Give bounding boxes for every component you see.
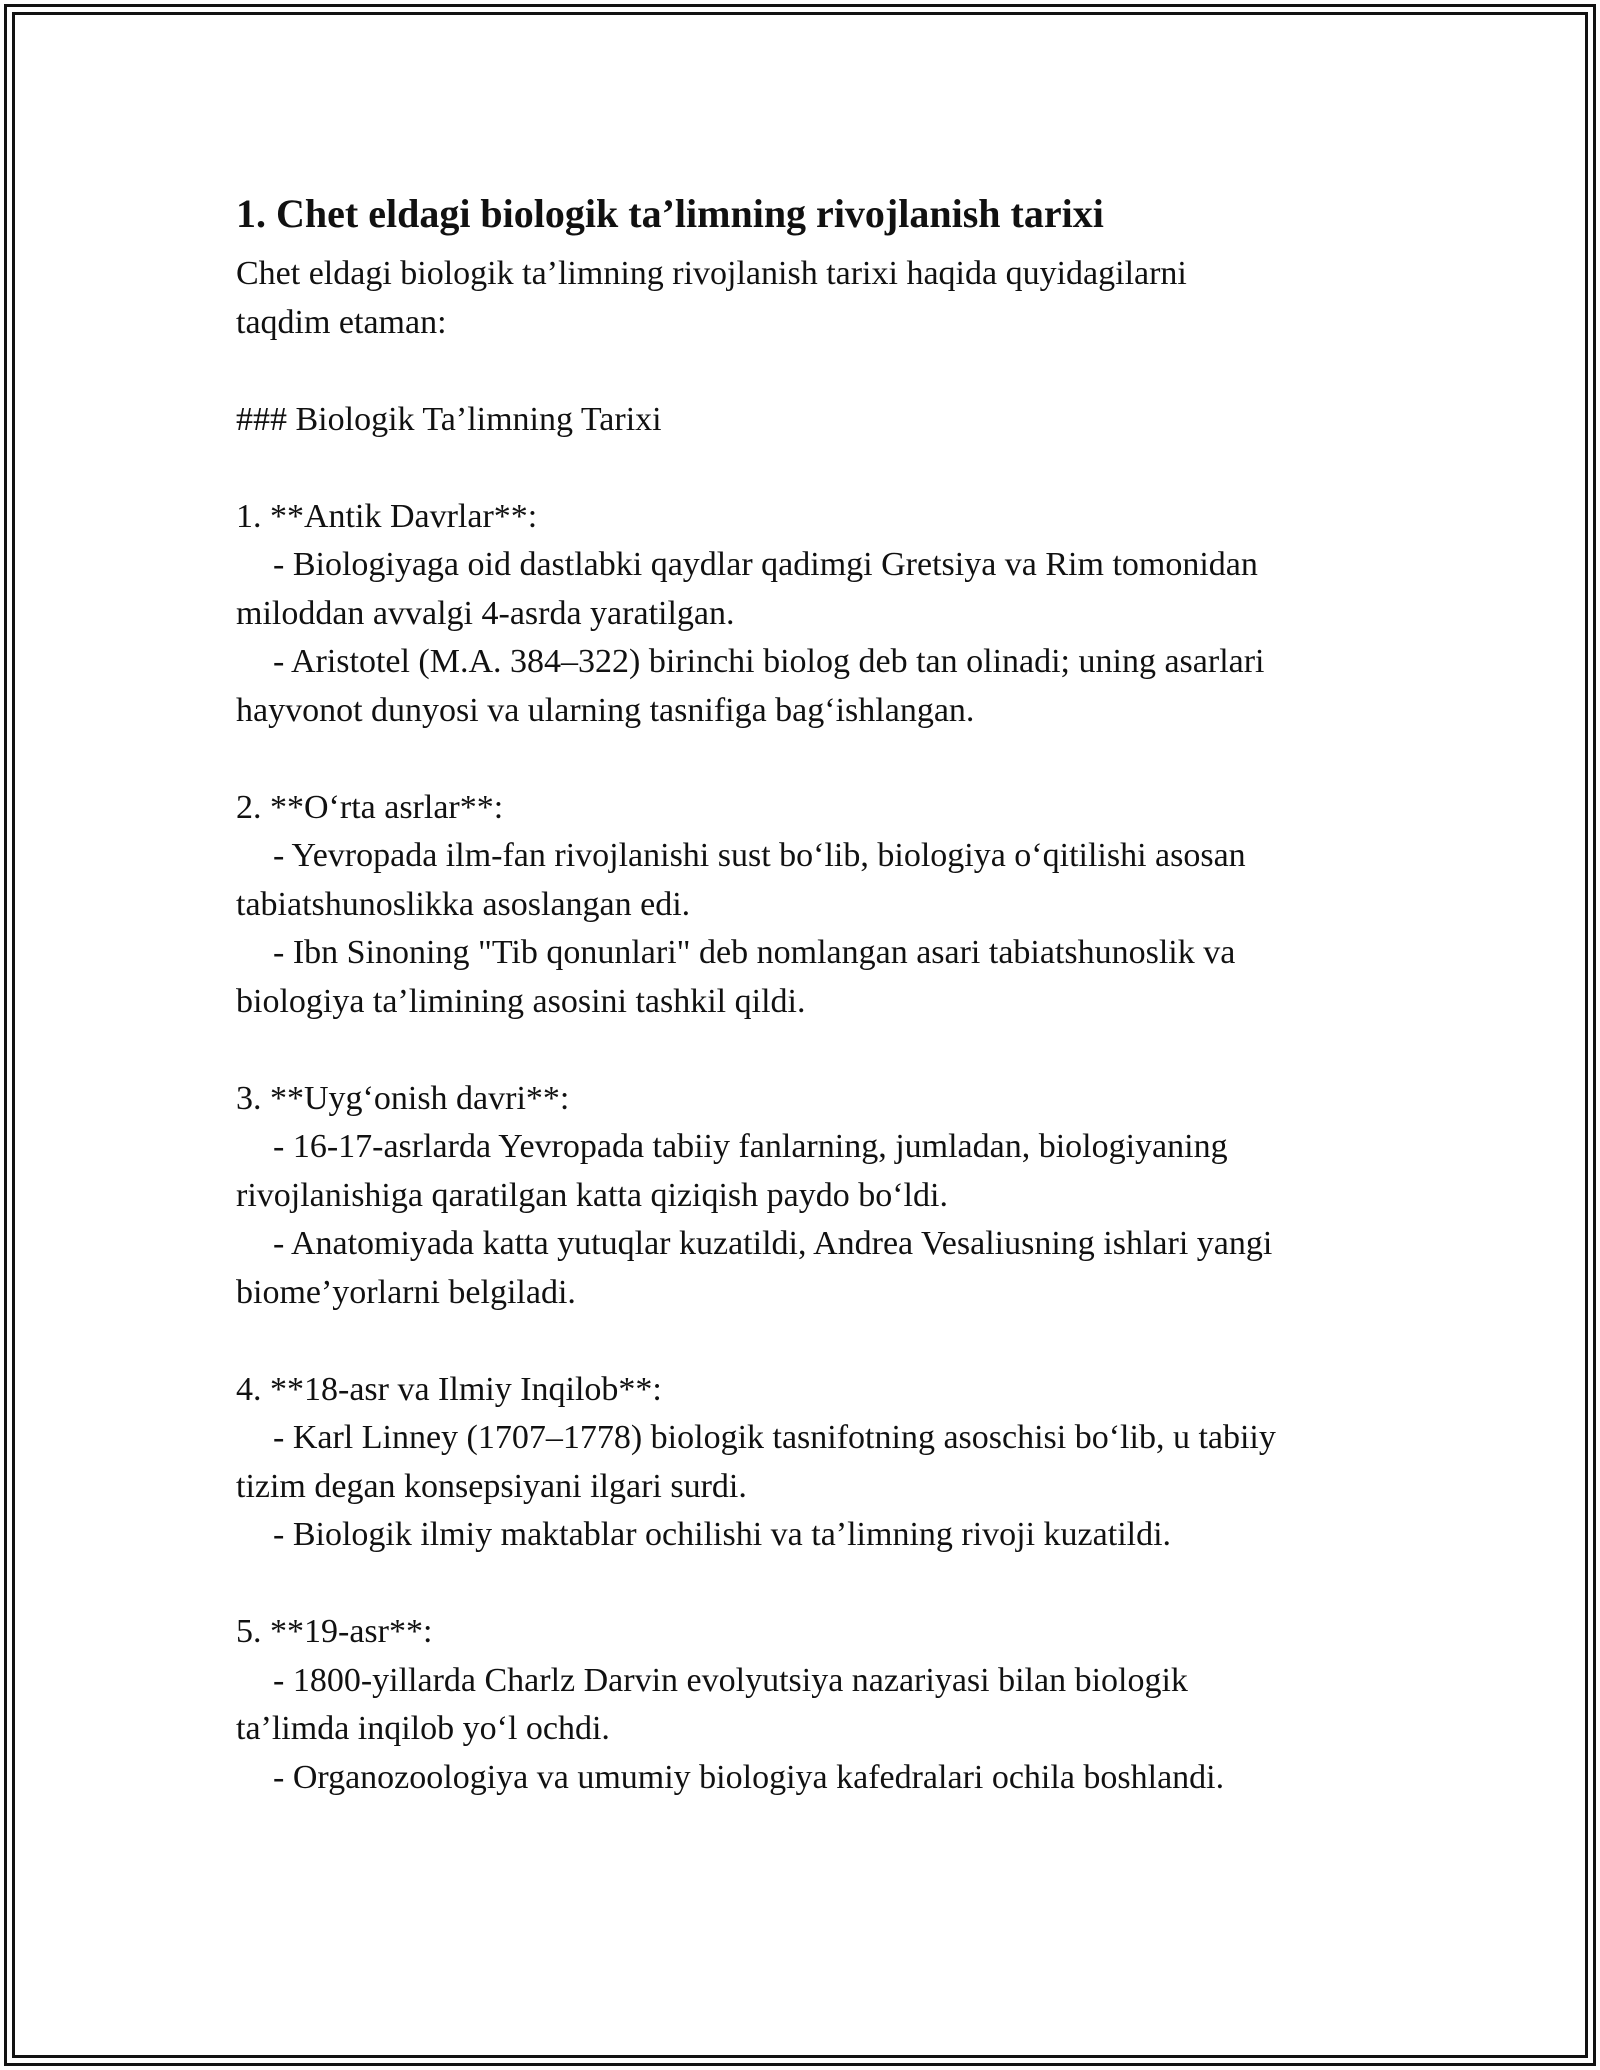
section-heading: 4. **18-asr va Ilmiy Inqilob**: [236, 1370, 662, 1408]
section-19-asr [236, 1608, 1386, 1802]
spacer [236, 1026, 1386, 1075]
intro-line: taqdim etaman: [236, 303, 447, 341]
intro-line: Chet eldagi biologik ta’limning rivojlanish tarixi haqida quyidagilarni [236, 255, 1187, 292]
bullet-line: - Biologiyaga oid dastlabki qaydlar qadimgi Gretsiya va Rim tomonidan [273, 546, 1258, 583]
bullet-line: - 16-17-asrlarda Yevropada tabiiy fanlarning, jumladan, biologiyaning [273, 1128, 1228, 1165]
bullet-continuation: tabiatshunoslikka asoslangan edi. [236, 885, 691, 923]
bullet-line: - Yevropada ilm-fan rivojlanishi sust bo‘lib, biologiya o‘qitilishi asosan [273, 837, 1246, 874]
bullet-continuation: rivojlanishiga qaratilgan katta qiziqish paydo bo‘ldi. [236, 1176, 948, 1214]
section-heading: 3. **Uyg‘onish davri**: [236, 1079, 570, 1117]
document-body [236, 182, 1386, 1802]
section-antik-davrlar [236, 493, 1386, 736]
bullet-continuation: biologiya ta’limining asosini tashkil qildi. [236, 982, 806, 1020]
subheading: ### Biologik Ta’limning Tarixi [236, 400, 662, 438]
bullet-line: - Ibn Sinoning "Tib qonunlari" deb nomlangan asari tabiatshunoslik va [273, 934, 1236, 971]
section-orta-asrlar [236, 784, 1386, 1027]
section-heading: 5. **19-asr**: [236, 1613, 433, 1650]
bullet-line: - Aristotel (M.A. 384–322) birinchi biolog deb tan olinadi; uning asarlari [273, 643, 1265, 680]
spacer [236, 347, 1386, 396]
intro-paragraph [236, 250, 1386, 347]
bullet-line: - Anatomiyada katta yutuqlar kuzatildi, Andrea Vesaliusning ishlari yangi [273, 1225, 1273, 1262]
bullet-line: - Biologik ilmiy maktablar ochilishi va ta’limning rivoji kuzatildi. [273, 1516, 1172, 1553]
section-heading: 1. **Antik Davrlar**: [236, 497, 538, 535]
bullet-continuation: hayvonot dunyosi va ularning tasnifiga bag‘ishlangan. [236, 691, 975, 729]
spacer [236, 735, 1386, 784]
bullet-line: - 1800-yillarda Charlz Darvin evolyutsiya nazariyasi bilan biologik [273, 1661, 1188, 1699]
section-heading: 2. **O‘rta asrlar**: [236, 788, 504, 826]
spacer [236, 1317, 1386, 1366]
page-title: 1. Chet eldagi biologik ta’limning rivojlanish tarixi [236, 191, 1104, 236]
bullet-continuation: miloddan avvalgi 4-asrda yaratilgan. [236, 594, 735, 632]
bullet-line: - Karl Linney (1707–1778) biologik tasnifotning asoschisi bo‘lib, u tabiiy [273, 1419, 1276, 1456]
bullet-continuation: ta’limda inqilob yo‘l ochdi. [236, 1710, 610, 1747]
section-uygonish-davri [236, 1075, 1386, 1318]
section-18-asr [236, 1366, 1386, 1560]
bullet-continuation: biome’yorlarni belgiladi. [236, 1273, 576, 1311]
spacer [236, 444, 1386, 493]
bullet-line: - Organozoologiya va umumiy biologiya kafedralari ochila boshlandi. [273, 1758, 1225, 1796]
bullet-continuation: tizim degan konsepsiyani ilgari surdi. [236, 1467, 747, 1505]
spacer [236, 1560, 1386, 1609]
